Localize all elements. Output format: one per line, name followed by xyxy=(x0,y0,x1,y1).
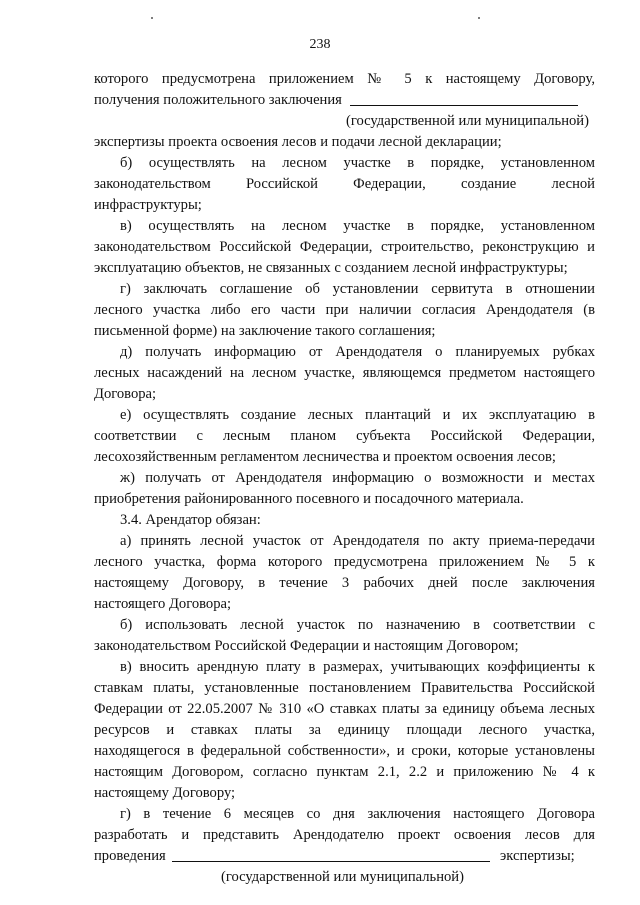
text-line: г) заключать соглашение об установлении сервитута в отношении xyxy=(120,281,595,297)
text-line: Договора; xyxy=(94,386,157,402)
text-line: ресурсов и ставках платы за единицу площади лесного участка, xyxy=(94,722,595,738)
text-line: б) осуществлять на лесном участке в порядке, установленном xyxy=(120,155,595,171)
text-line: ставкам платы, установленные постановлением Правительства Российской xyxy=(94,680,595,696)
text-line: настоящим Договором, согласно пунктам 2.1, 2.2 и приложению № 4 к xyxy=(94,764,595,780)
text-line: эксплуатацию объектов, не связанных с созданием лесной инфраструктуры; xyxy=(94,260,568,276)
text-line: д) получать информацию от Арендодателя о планируемых рубках xyxy=(120,344,595,360)
text-line: приобретения районированного посевного и посадочного материала. xyxy=(94,491,524,507)
blank-caption: (государственной или муниципальной) xyxy=(221,869,464,885)
text-line: законодательством Российской Федерации, создание лесной xyxy=(94,176,595,192)
page-number: 238 xyxy=(309,37,331,52)
text-line: лесного участка либо его части при наличии согласия Арендодателя (в xyxy=(94,302,595,318)
text-line: законодательством Российской Федерации и настоящим Договором; xyxy=(94,638,519,654)
fill-in-blank xyxy=(172,846,490,862)
text-line: законодательством Российской Федерации, строительство, реконструкцию и xyxy=(94,239,595,255)
text-line: лесохозяйственным регламентом лесничества и проектом освоения лесов; xyxy=(94,449,556,465)
scan-speck xyxy=(478,17,480,19)
text-line: б) использовать лесной участок по назначению в соответствии с xyxy=(120,617,595,633)
text-line: в) вносить арендную плату в размерах, учитывающих коэффициенты к xyxy=(120,659,595,675)
line-lead-text: проведения xyxy=(94,848,166,864)
text-line: соответствии с лесным планом субъекта Российской Федерации, xyxy=(94,428,595,444)
text-line: которого предусмотрена приложением № 5 к настоящему Договору, xyxy=(94,71,595,87)
scan-speck xyxy=(151,17,153,19)
text-line: лесного участка, форма которого предусмотрена приложением № 5 к xyxy=(94,554,595,570)
text-line-with-blank xyxy=(94,846,595,866)
text-line: г) в течение 6 месяцев со дня заключения настоящего Договора xyxy=(120,806,595,822)
text-line: лесных насаждений на лесном участке, являющемся предметом настоящего xyxy=(94,365,595,381)
text-line: разработать и представить Арендодателю проект освоения лесов для xyxy=(94,827,595,843)
text-line: Федерации от 22.05.2007 № 310 «О ставках платы за единицу объема лесных xyxy=(94,701,595,717)
text-line: письменной форме) на заключение такого соглашения; xyxy=(94,323,436,339)
fill-in-blank xyxy=(350,90,578,106)
text-line: настоящему Договору, в течение 3 рабочих дней после заключения xyxy=(94,575,595,591)
text-line: находящегося в федеральной собственности», и сроки, которые установлены xyxy=(94,743,595,759)
line-trail-text: экспертизы; xyxy=(500,848,575,864)
text-line: экспертизы проекта освоения лесов и подачи лесной декларации; xyxy=(94,134,502,150)
text-line: ж) получать от Арендодателя информацию о возможности и местах xyxy=(120,470,595,486)
line-lead-text: получения положительного заключения xyxy=(94,92,342,108)
text-line: инфраструктуры; xyxy=(94,197,202,213)
text-line: в) осуществлять на лесном участке в порядке, установленном xyxy=(120,218,595,234)
blank-caption: (государственной или муниципальной) xyxy=(346,113,589,129)
text-line-with-blank xyxy=(94,90,595,110)
text-line: настоящему Договору; xyxy=(94,785,236,801)
text-line: е) осуществлять создание лесных плантаций и их эксплуатацию в xyxy=(120,407,595,423)
text-line: настоящего Договора; xyxy=(94,596,232,612)
text-line: а) принять лесной участок от Арендодателя по акту приема-передачи xyxy=(120,533,595,549)
section-heading: 3.4. Арендатор обязан: xyxy=(120,512,261,528)
